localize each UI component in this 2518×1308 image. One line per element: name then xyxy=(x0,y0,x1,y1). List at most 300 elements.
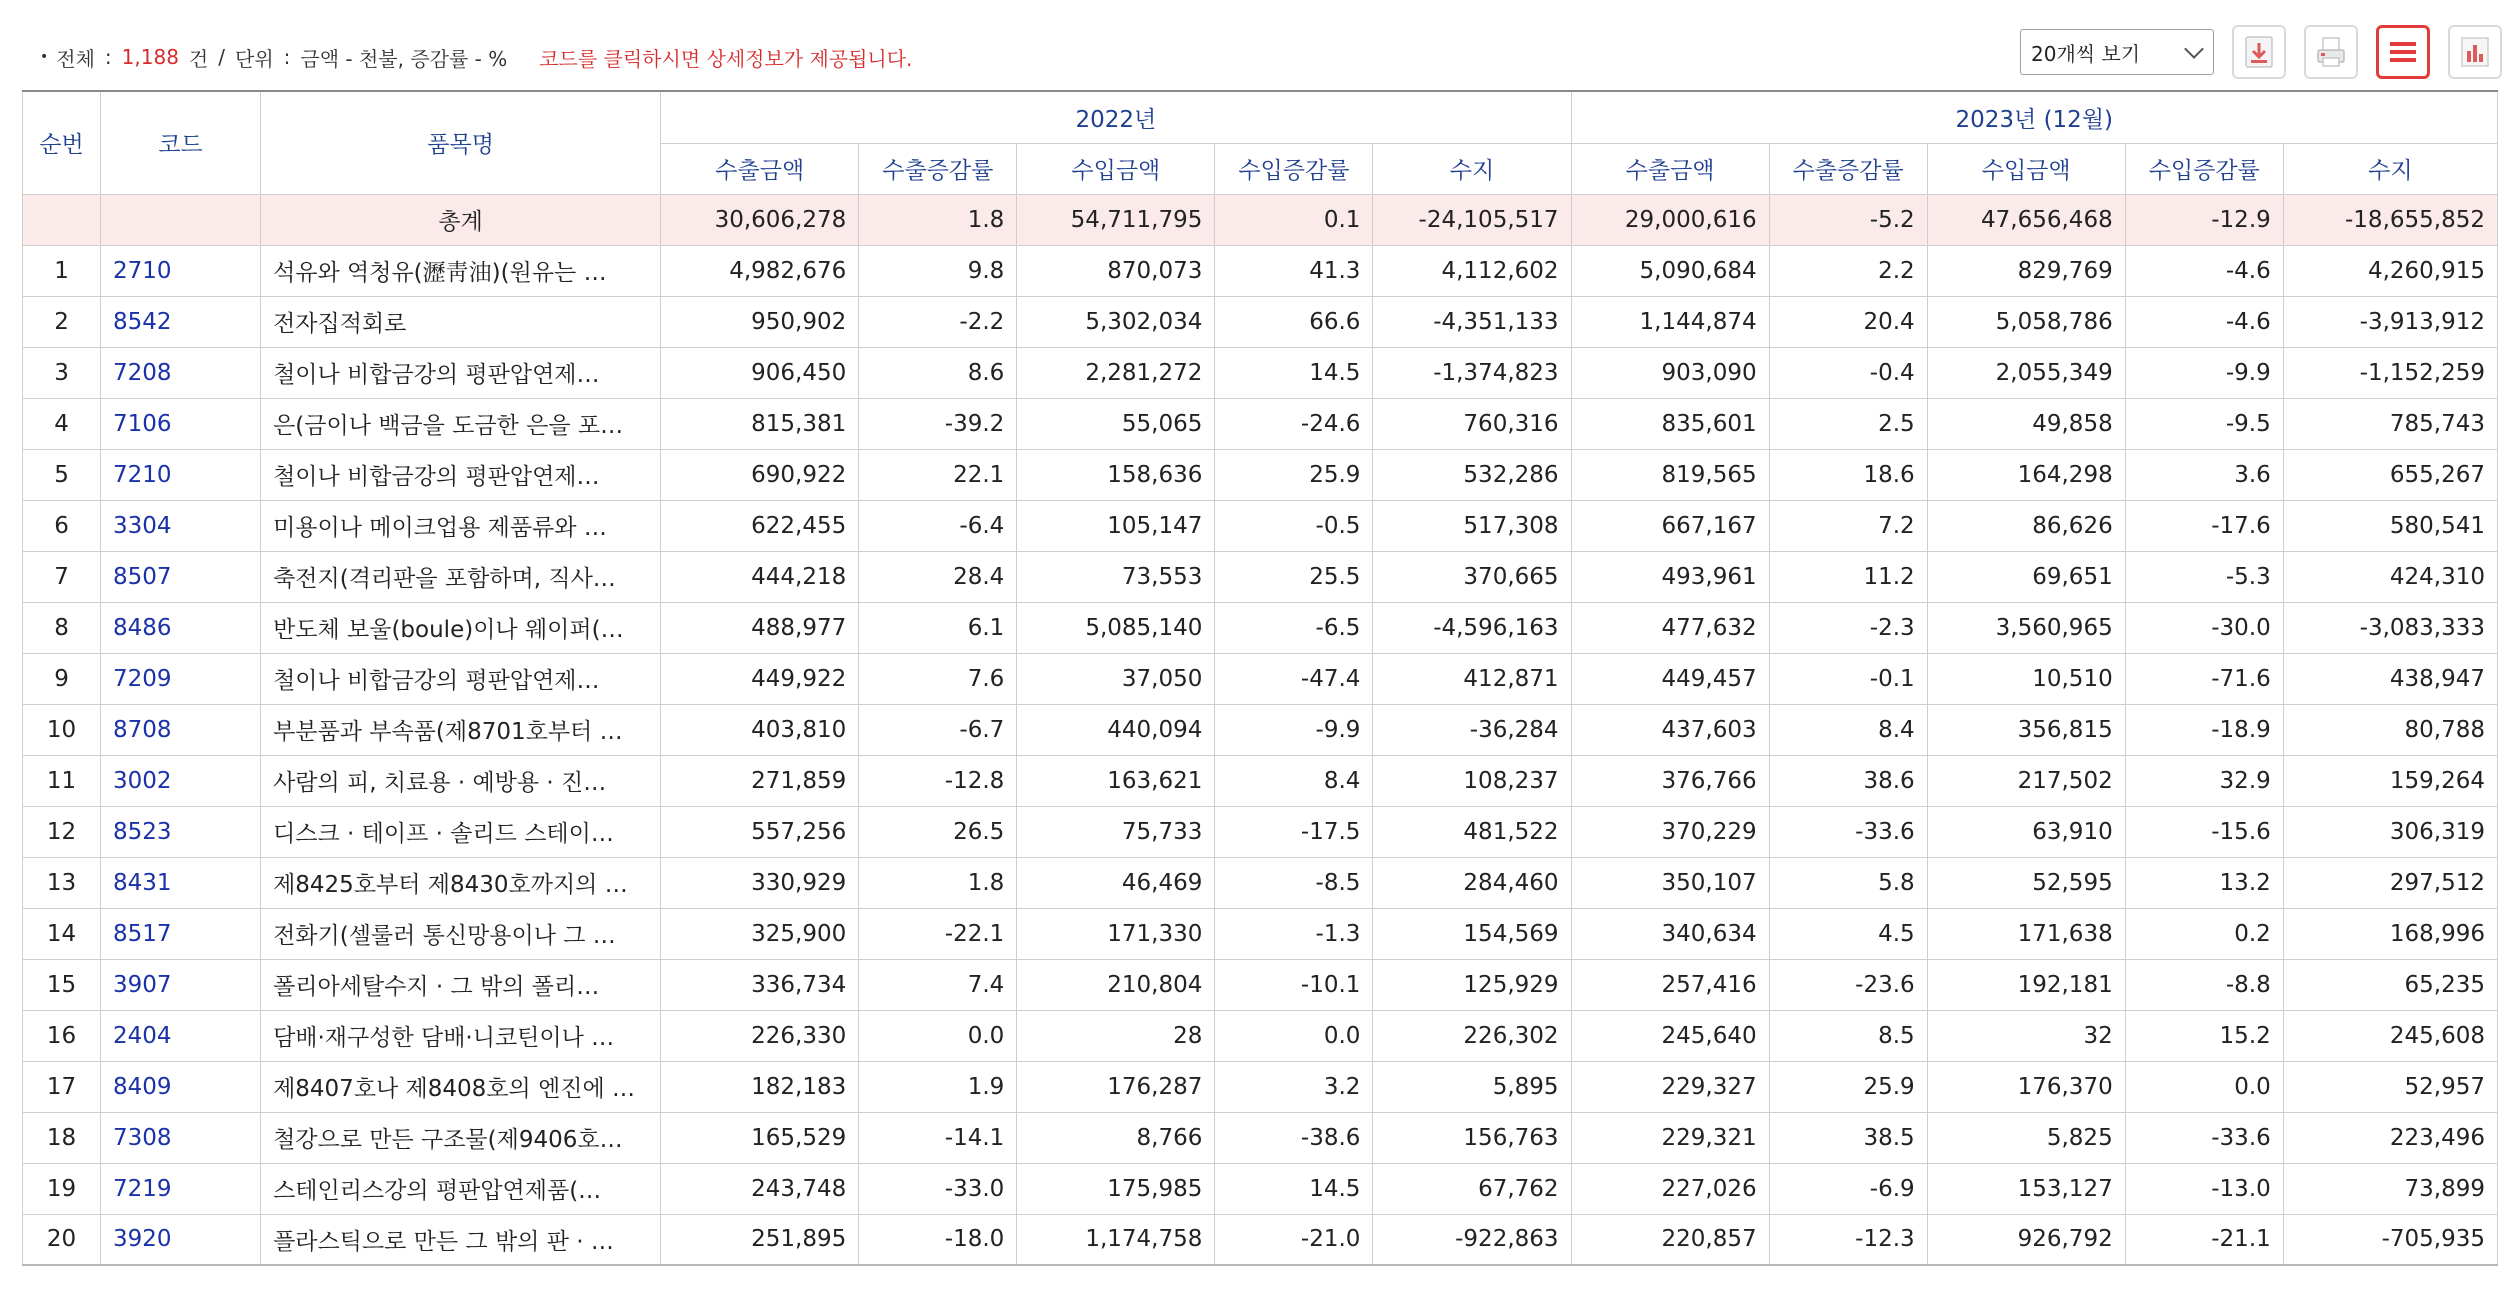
value-cell: 284,460 xyxy=(1373,857,1571,908)
table-row xyxy=(23,551,2498,602)
table-view-button[interactable] xyxy=(2376,25,2430,79)
value-cell: 2.2 xyxy=(1769,245,1927,296)
value-cell: 229,321 xyxy=(1571,1112,1769,1163)
value-cell: 67,762 xyxy=(1373,1163,1571,1214)
toolbar xyxy=(2020,25,2502,79)
total-cell: 54,711,795 xyxy=(1017,194,1215,245)
row-index: 20 xyxy=(23,1214,101,1265)
row-index: 7 xyxy=(23,551,101,602)
row-index: 5 xyxy=(23,449,101,500)
header-import-change: 수입증감률 xyxy=(2125,143,2283,194)
value-cell: -10.1 xyxy=(1215,959,1373,1010)
item-name: 철이나 비합금강의 평판압연제… xyxy=(261,347,661,398)
value-cell: 229,327 xyxy=(1571,1061,1769,1112)
value-cell: -4,596,163 xyxy=(1373,602,1571,653)
item-code-link[interactable]: 8708 xyxy=(101,704,261,755)
value-cell: 176,287 xyxy=(1017,1061,1215,1112)
value-cell: -922,863 xyxy=(1373,1214,1571,1265)
value-cell: -1.3 xyxy=(1215,908,1373,959)
value-cell: 488,977 xyxy=(661,602,859,653)
value-cell: 2,281,272 xyxy=(1017,347,1215,398)
header-export-change: 수출증감률 xyxy=(859,143,1017,194)
value-cell: 870,073 xyxy=(1017,245,1215,296)
row-index: 18 xyxy=(23,1112,101,1163)
value-cell: 532,286 xyxy=(1373,449,1571,500)
value-cell: 168,996 xyxy=(2283,908,2497,959)
value-cell: 223,496 xyxy=(2283,1112,2497,1163)
value-cell: 3.2 xyxy=(1215,1061,1373,1112)
value-cell: 8.4 xyxy=(1769,704,1927,755)
value-cell: 835,601 xyxy=(1571,398,1769,449)
value-cell: 15.2 xyxy=(2125,1010,2283,1061)
table-row xyxy=(23,653,2498,704)
header-code: 코드 xyxy=(101,91,261,194)
value-cell: -6.7 xyxy=(859,704,1017,755)
row-index: 4 xyxy=(23,398,101,449)
value-cell: 350,107 xyxy=(1571,857,1769,908)
value-cell: -1,374,823 xyxy=(1373,347,1571,398)
value-cell: 210,804 xyxy=(1017,959,1215,1010)
item-name: 스테인리스강의 평판압연제품(… xyxy=(261,1163,661,1214)
item-code-link[interactable]: 3920 xyxy=(101,1214,261,1265)
total-cell: 30,606,278 xyxy=(661,194,859,245)
item-name: 전자집적회로 xyxy=(261,296,661,347)
item-name: 철강으로 만든 구조물(제9406호… xyxy=(261,1112,661,1163)
total-index xyxy=(23,194,101,245)
value-cell: 182,183 xyxy=(661,1061,859,1112)
item-code-link[interactable]: 7219 xyxy=(101,1163,261,1214)
value-cell: 37,050 xyxy=(1017,653,1215,704)
value-cell: 257,416 xyxy=(1571,959,1769,1010)
value-cell: 108,237 xyxy=(1373,755,1571,806)
value-cell: 1.9 xyxy=(859,1061,1017,1112)
value-cell: 32.9 xyxy=(2125,755,2283,806)
header-export-amount: 수출금액 xyxy=(661,143,859,194)
value-cell: 164,298 xyxy=(1927,449,2125,500)
value-cell: -30.0 xyxy=(2125,602,2283,653)
table-row xyxy=(23,296,2498,347)
value-cell: 22.1 xyxy=(859,449,1017,500)
total-count: 1,188 xyxy=(121,45,179,69)
value-cell: 330,929 xyxy=(661,857,859,908)
value-cell: 0.0 xyxy=(1215,1010,1373,1061)
item-name: 철이나 비합금강의 평판압연제… xyxy=(261,653,661,704)
value-cell: 297,512 xyxy=(2283,857,2497,908)
value-cell: 370,665 xyxy=(1373,551,1571,602)
total-label: 총계 xyxy=(261,194,661,245)
value-cell: 336,734 xyxy=(661,959,859,1010)
value-cell: 159,264 xyxy=(2283,755,2497,806)
value-cell: 163,621 xyxy=(1017,755,1215,806)
value-cell: 440,094 xyxy=(1017,704,1215,755)
value-cell: 1,174,758 xyxy=(1017,1214,1215,1265)
value-cell: 227,026 xyxy=(1571,1163,1769,1214)
header-import-change: 수입증감률 xyxy=(1215,143,1373,194)
value-cell: 437,603 xyxy=(1571,704,1769,755)
total-cell: 29,000,616 xyxy=(1571,194,1769,245)
row-index: 1 xyxy=(23,245,101,296)
value-cell: 154,569 xyxy=(1373,908,1571,959)
row-index: 3 xyxy=(23,347,101,398)
value-cell: 4.5 xyxy=(1769,908,1927,959)
value-cell: 73,553 xyxy=(1017,551,1215,602)
value-cell: -0.5 xyxy=(1215,500,1373,551)
trade-table xyxy=(22,90,2498,1266)
value-cell: -9.9 xyxy=(1215,704,1373,755)
value-cell: 444,218 xyxy=(661,551,859,602)
item-name: 폴리아세탈수지 · 그 밖의 폴리… xyxy=(261,959,661,1010)
value-cell: 481,522 xyxy=(1373,806,1571,857)
header-year-2023: 2023년 (12월) xyxy=(1571,91,2497,143)
value-cell: 217,502 xyxy=(1927,755,2125,806)
table-row xyxy=(23,1010,2498,1061)
value-cell: 815,381 xyxy=(661,398,859,449)
header-export-change: 수출증감률 xyxy=(1769,143,1927,194)
value-cell: 25.5 xyxy=(1215,551,1373,602)
value-cell: 245,640 xyxy=(1571,1010,1769,1061)
value-cell: 5,302,034 xyxy=(1017,296,1215,347)
value-cell: -14.1 xyxy=(859,1112,1017,1163)
value-cell: 1.8 xyxy=(859,857,1017,908)
value-cell: -9.5 xyxy=(2125,398,2283,449)
value-cell: 220,857 xyxy=(1571,1214,1769,1265)
value-cell: 493,961 xyxy=(1571,551,1769,602)
value-cell: 4,260,915 xyxy=(2283,245,2497,296)
download-button[interactable] xyxy=(2232,25,2286,79)
value-cell: -71.6 xyxy=(2125,653,2283,704)
row-index: 10 xyxy=(23,704,101,755)
value-cell: -6.4 xyxy=(859,500,1017,551)
chevron-down-icon xyxy=(2184,39,2204,59)
value-cell: -21.1 xyxy=(2125,1214,2283,1265)
total-cell: 1.8 xyxy=(859,194,1017,245)
value-cell: 1,144,874 xyxy=(1571,296,1769,347)
download-icon xyxy=(2242,35,2276,69)
value-cell: 251,895 xyxy=(661,1214,859,1265)
value-cell: -0.1 xyxy=(1769,653,1927,704)
value-cell: 622,455 xyxy=(661,500,859,551)
value-cell: 906,450 xyxy=(661,347,859,398)
item-code-link[interactable]: 7308 xyxy=(101,1112,261,1163)
value-cell: 11.2 xyxy=(1769,551,1927,602)
value-cell: 3.6 xyxy=(2125,449,2283,500)
value-cell: 153,127 xyxy=(1927,1163,2125,1214)
value-cell: 69,651 xyxy=(1927,551,2125,602)
value-cell: -18.0 xyxy=(859,1214,1017,1265)
header-balance: 수지 xyxy=(1373,143,1571,194)
value-cell: 171,330 xyxy=(1017,908,1215,959)
value-cell: 28.4 xyxy=(859,551,1017,602)
header-import-amount: 수입금액 xyxy=(1927,143,2125,194)
value-cell: 13.2 xyxy=(2125,857,2283,908)
table-row xyxy=(23,449,2498,500)
colon: : xyxy=(104,45,112,69)
value-cell: -4,351,133 xyxy=(1373,296,1571,347)
item-name: 사람의 피, 치료용 · 예방용 · 진… xyxy=(261,755,661,806)
value-cell: 125,929 xyxy=(1373,959,1571,1010)
value-cell: -17.6 xyxy=(2125,500,2283,551)
value-cell: 7.6 xyxy=(859,653,1017,704)
value-cell: -24.6 xyxy=(1215,398,1373,449)
item-name: 제8407호나 제8408호의 엔진에 … xyxy=(261,1061,661,1112)
value-cell: 80,788 xyxy=(2283,704,2497,755)
table-row xyxy=(23,704,2498,755)
value-cell: 9.8 xyxy=(859,245,1017,296)
value-cell: 370,229 xyxy=(1571,806,1769,857)
table-row xyxy=(23,398,2498,449)
value-cell: 5,090,684 xyxy=(1571,245,1769,296)
value-cell: -33.6 xyxy=(1769,806,1927,857)
value-cell: 690,922 xyxy=(661,449,859,500)
header-year-2022: 2022년 xyxy=(661,91,1571,143)
value-cell: -2.3 xyxy=(1769,602,1927,653)
value-cell: 165,529 xyxy=(661,1112,859,1163)
value-cell: 243,748 xyxy=(661,1163,859,1214)
total-cell: -12.9 xyxy=(2125,194,2283,245)
item-name: 미용이나 메이크업용 제품류와 … xyxy=(261,500,661,551)
value-cell: 5,895 xyxy=(1373,1061,1571,1112)
row-index: 13 xyxy=(23,857,101,908)
value-cell: 3,560,965 xyxy=(1927,602,2125,653)
item-code-link[interactable]: 3002 xyxy=(101,755,261,806)
value-cell: 5.8 xyxy=(1769,857,1927,908)
value-cell: 0.0 xyxy=(859,1010,1017,1061)
code-click-notice: 코드를 클릭하시면 상세정보가 제공됩니다. xyxy=(539,46,913,71)
value-cell: 245,608 xyxy=(2283,1010,2497,1061)
value-cell: 4,112,602 xyxy=(1373,245,1571,296)
row-index: 16 xyxy=(23,1010,101,1061)
value-cell: -12.3 xyxy=(1769,1214,1927,1265)
value-cell: 14.5 xyxy=(1215,1163,1373,1214)
value-cell: -36,284 xyxy=(1373,704,1571,755)
value-cell: 105,147 xyxy=(1017,500,1215,551)
item-code-link[interactable]: 8486 xyxy=(101,602,261,653)
value-cell: -23.6 xyxy=(1769,959,1927,1010)
item-code-link[interactable]: 2710 xyxy=(101,245,261,296)
value-cell: 171,638 xyxy=(1927,908,2125,959)
table-row xyxy=(23,806,2498,857)
item-name: 플라스틱으로 만든 그 밖의 판 · … xyxy=(261,1214,661,1265)
value-cell: 38.5 xyxy=(1769,1112,1927,1163)
header-name: 품목명 xyxy=(261,91,661,194)
item-code-link[interactable]: 7208 xyxy=(101,347,261,398)
value-cell: 55,065 xyxy=(1017,398,1215,449)
total-cell: -24,105,517 xyxy=(1373,194,1571,245)
value-cell: 903,090 xyxy=(1571,347,1769,398)
value-cell: 760,316 xyxy=(1373,398,1571,449)
value-cell: 14.5 xyxy=(1215,347,1373,398)
value-cell: 32 xyxy=(1927,1010,2125,1061)
colon: : xyxy=(283,45,291,69)
value-cell: 356,815 xyxy=(1927,704,2125,755)
value-cell: -15.6 xyxy=(2125,806,2283,857)
table-row xyxy=(23,1112,2498,1163)
item-code-link[interactable]: 8409 xyxy=(101,1061,261,1112)
header-import-amount: 수입금액 xyxy=(1017,143,1215,194)
total-label: 전체 xyxy=(56,46,95,71)
value-cell: -39.2 xyxy=(859,398,1017,449)
value-cell: -8.8 xyxy=(2125,959,2283,1010)
value-cell: -38.6 xyxy=(1215,1112,1373,1163)
value-cell: 449,457 xyxy=(1571,653,1769,704)
value-cell: -21.0 xyxy=(1215,1214,1373,1265)
value-cell: 158,636 xyxy=(1017,449,1215,500)
unit-text: 금액 - 천불, 증감률 - % xyxy=(300,46,508,71)
page-size-value: 20개씩 보기 xyxy=(2031,41,2141,66)
item-code-link[interactable]: 8507 xyxy=(101,551,261,602)
value-cell: 829,769 xyxy=(1927,245,2125,296)
value-cell: 38.6 xyxy=(1769,755,1927,806)
value-cell: 25.9 xyxy=(1769,1061,1927,1112)
value-cell: 667,167 xyxy=(1571,500,1769,551)
item-name: 석유와 역청유(瀝靑油)(원유는 … xyxy=(261,245,661,296)
value-cell: 192,181 xyxy=(1927,959,2125,1010)
row-index: 8 xyxy=(23,602,101,653)
item-code-link[interactable]: 7106 xyxy=(101,398,261,449)
row-index: 19 xyxy=(23,1163,101,1214)
table-row xyxy=(23,602,2498,653)
item-code-link[interactable]: 2404 xyxy=(101,1010,261,1061)
print-button[interactable] xyxy=(2304,25,2358,79)
value-cell: 7.2 xyxy=(1769,500,1927,551)
value-cell: -12.8 xyxy=(859,755,1017,806)
value-cell: 950,902 xyxy=(661,296,859,347)
value-cell: 325,900 xyxy=(661,908,859,959)
item-name: 반도체 보울(boule)이나 웨이퍼(… xyxy=(261,602,661,653)
total-cell: -18,655,852 xyxy=(2283,194,2497,245)
item-name: 은(금이나 백금을 도금한 은을 포… xyxy=(261,398,661,449)
value-cell: 86,626 xyxy=(1927,500,2125,551)
row-index: 14 xyxy=(23,908,101,959)
value-cell: 8.4 xyxy=(1215,755,1373,806)
value-cell: -4.6 xyxy=(2125,296,2283,347)
value-cell: 819,565 xyxy=(1571,449,1769,500)
value-cell: 176,370 xyxy=(1927,1061,2125,1112)
header-index: 순번 xyxy=(23,91,101,194)
value-cell: -3,913,912 xyxy=(2283,296,2497,347)
value-cell: 926,792 xyxy=(1927,1214,2125,1265)
item-code-link[interactable]: 3907 xyxy=(101,959,261,1010)
item-code-link[interactable]: 8523 xyxy=(101,806,261,857)
value-cell: -0.4 xyxy=(1769,347,1927,398)
bullet: • xyxy=(40,49,49,65)
item-code-link[interactable]: 3304 xyxy=(101,500,261,551)
value-cell: -17.5 xyxy=(1215,806,1373,857)
table-row xyxy=(23,857,2498,908)
value-cell: -2.2 xyxy=(859,296,1017,347)
value-cell: 580,541 xyxy=(2283,500,2497,551)
value-cell: 5,825 xyxy=(1927,1112,2125,1163)
value-cell: 226,302 xyxy=(1373,1010,1571,1061)
value-cell: 25.9 xyxy=(1215,449,1373,500)
value-cell: -6.5 xyxy=(1215,602,1373,653)
value-cell: 49,858 xyxy=(1927,398,2125,449)
value-cell: 10,510 xyxy=(1927,653,2125,704)
table-row xyxy=(23,1214,2498,1265)
value-cell: 449,922 xyxy=(661,653,859,704)
row-index: 2 xyxy=(23,296,101,347)
value-cell: -13.0 xyxy=(2125,1163,2283,1214)
item-code-link[interactable]: 8542 xyxy=(101,296,261,347)
value-cell: 4,982,676 xyxy=(661,245,859,296)
value-cell: -9.9 xyxy=(2125,347,2283,398)
page-size-select[interactable] xyxy=(2020,29,2214,75)
value-cell: 557,256 xyxy=(661,806,859,857)
value-cell: 376,766 xyxy=(1571,755,1769,806)
value-cell: 8.5 xyxy=(1769,1010,1927,1061)
value-cell: 156,763 xyxy=(1373,1112,1571,1163)
value-cell: 65,235 xyxy=(2283,959,2497,1010)
table-row xyxy=(23,347,2498,398)
chart-view-button[interactable] xyxy=(2448,25,2502,79)
table-row xyxy=(23,1163,2498,1214)
table-row xyxy=(23,908,2498,959)
value-cell: 517,308 xyxy=(1373,500,1571,551)
total-cell: 0.1 xyxy=(1215,194,1373,245)
header-balance: 수지 xyxy=(2283,143,2497,194)
value-cell: 73,899 xyxy=(2283,1163,2497,1214)
value-cell: 424,310 xyxy=(2283,551,2497,602)
value-cell: 52,595 xyxy=(1927,857,2125,908)
total-cell: -5.2 xyxy=(1769,194,1927,245)
total-cell: 47,656,468 xyxy=(1927,194,2125,245)
value-cell: 18.6 xyxy=(1769,449,1927,500)
value-cell: 655,267 xyxy=(2283,449,2497,500)
value-cell: 403,810 xyxy=(661,704,859,755)
value-cell: 28 xyxy=(1017,1010,1215,1061)
item-name: 부분품과 부속품(제8701호부터 … xyxy=(261,704,661,755)
table-row xyxy=(23,755,2498,806)
value-cell: -8.5 xyxy=(1215,857,1373,908)
item-code-link[interactable]: 8431 xyxy=(101,857,261,908)
value-cell: 438,947 xyxy=(2283,653,2497,704)
value-cell: -47.4 xyxy=(1215,653,1373,704)
value-cell: 2.5 xyxy=(1769,398,1927,449)
value-cell: 0.2 xyxy=(2125,908,2283,959)
value-cell: 2,055,349 xyxy=(1927,347,2125,398)
print-icon xyxy=(2314,35,2348,69)
row-index: 15 xyxy=(23,959,101,1010)
item-name: 담배·재구성한 담배·니코틴이나 … xyxy=(261,1010,661,1061)
value-cell: -5.3 xyxy=(2125,551,2283,602)
value-cell: -1,152,259 xyxy=(2283,347,2497,398)
value-cell: -4.6 xyxy=(2125,245,2283,296)
value-cell: -705,935 xyxy=(2283,1214,2497,1265)
value-cell: 8.6 xyxy=(859,347,1017,398)
item-name: 전화기(셀룰러 통신망용이나 그 … xyxy=(261,908,661,959)
value-cell: -18.9 xyxy=(2125,704,2283,755)
item-code-link[interactable]: 8517 xyxy=(101,908,261,959)
value-cell: 5,085,140 xyxy=(1017,602,1215,653)
value-cell: -33.0 xyxy=(859,1163,1017,1214)
row-index: 12 xyxy=(23,806,101,857)
value-cell: 340,634 xyxy=(1571,908,1769,959)
value-cell: 52,957 xyxy=(2283,1061,2497,1112)
row-index: 6 xyxy=(23,500,101,551)
value-cell: 8,766 xyxy=(1017,1112,1215,1163)
item-code-link[interactable]: 7209 xyxy=(101,653,261,704)
item-code-link[interactable]: 7210 xyxy=(101,449,261,500)
value-cell: 26.5 xyxy=(859,806,1017,857)
row-index: 17 xyxy=(23,1061,101,1112)
item-name: 디스크 · 테이프 · 솔리드 스테이… xyxy=(261,806,661,857)
value-cell: 6.1 xyxy=(859,602,1017,653)
value-cell: 66.6 xyxy=(1215,296,1373,347)
row-index: 9 xyxy=(23,653,101,704)
summary-bar xyxy=(40,40,912,74)
value-cell: 0.0 xyxy=(2125,1061,2283,1112)
unit-label: 단위 xyxy=(235,46,274,71)
